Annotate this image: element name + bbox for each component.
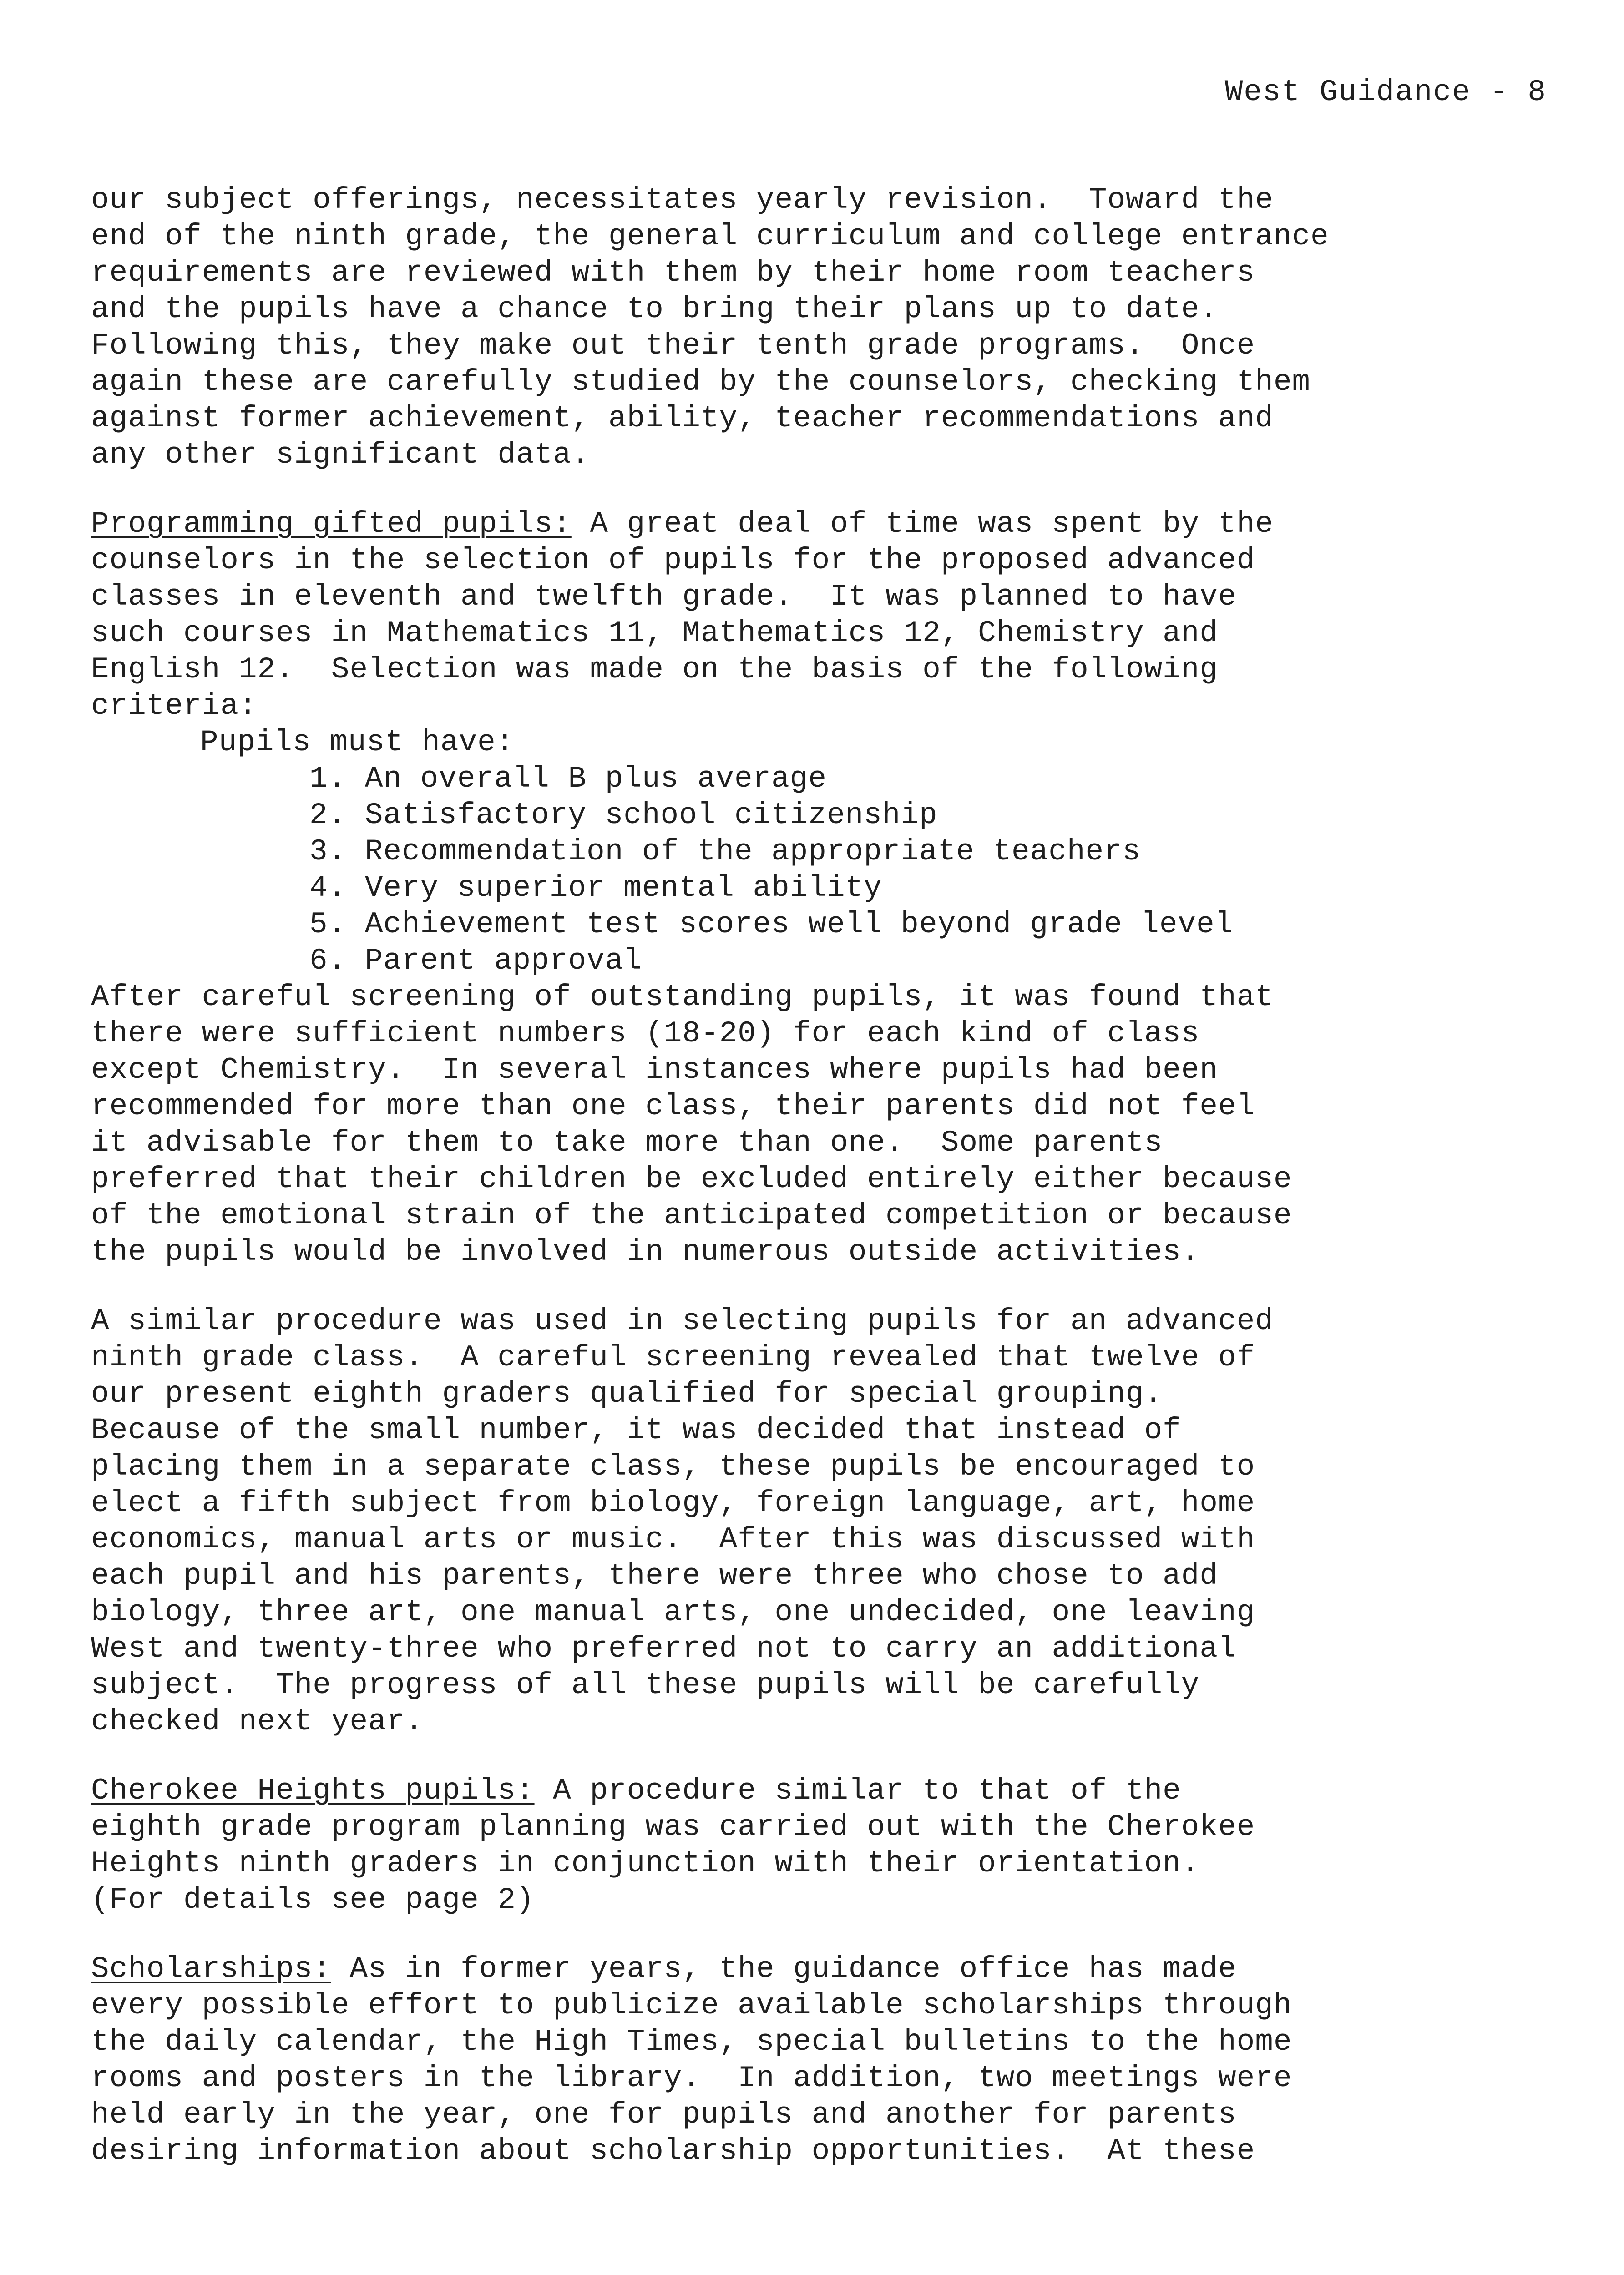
criteria-item: 5. Achievement test scores well beyond grade level xyxy=(309,907,1234,941)
section-heading-scholarships: Scholarships: xyxy=(91,1952,331,1986)
running-head: West Guidance - 8 xyxy=(1224,75,1547,109)
text-line: every possible effort to publicize available scholarships through xyxy=(91,1988,1292,2022)
text-line: such courses in Mathematics 11, Mathematics 12, Chemistry and xyxy=(91,616,1218,650)
text-line: recommended for more than one class, their parents did not feel xyxy=(91,1089,1255,1123)
text-line: and the pupils have a chance to bring their plans up to date. xyxy=(91,292,1218,326)
section-heading-gifted: Programming gifted pupils: xyxy=(91,507,572,541)
text-line: ninth grade class. A careful screening revealed that twelve of xyxy=(91,1340,1255,1375)
text-line: any other significant data. xyxy=(91,438,590,472)
text-line: end of the ninth grade, the general curriculum and college entrance xyxy=(91,219,1329,253)
text-line: checked next year. xyxy=(91,1704,424,1739)
text-line: against former achievement, ability, teacher recommendations and xyxy=(91,401,1274,435)
text-line: biology, three art, one manual arts, one undecided, one leaving xyxy=(91,1595,1255,1629)
text-line: eighth grade program planning was carried out with the Cherokee xyxy=(91,1810,1255,1844)
paragraph-curriculum xyxy=(91,182,1547,473)
text-line: the daily calendar, the High Times, special bulletins to the home xyxy=(91,2025,1292,2059)
text-line: Heights ninth graders in conjunction with their orientation. xyxy=(91,1846,1200,1881)
text-run: A procedure similar to that of the xyxy=(534,1774,1181,1808)
text-line: it advisable for them to take more than one. Some parents xyxy=(91,1126,1163,1160)
text-run: A great deal of time was spent by the xyxy=(571,507,1274,541)
text-line xyxy=(91,506,1547,542)
text-line: preferred that their children be excluded entirely either because xyxy=(91,1162,1292,1196)
text-line: requirements are reviewed with them by their home room teachers xyxy=(91,256,1255,290)
section-cherokee-heights xyxy=(91,1773,1547,1918)
text-line: each pupil and his parents, there were three who chose to add xyxy=(91,1559,1218,1593)
text-line xyxy=(91,1951,1547,1987)
text-line: except Chemistry. In several instances where pupils had been xyxy=(91,1053,1218,1087)
criteria-item: 2. Satisfactory school citizenship xyxy=(309,798,938,832)
text-line: rooms and posters in the library. In addition, two meetings were xyxy=(91,2061,1292,2095)
text-line: A similar procedure was used in selecting pupils for an advanced xyxy=(91,1304,1274,1338)
criteria-item: 3. Recommendation of the appropriate teachers xyxy=(309,834,1141,869)
body-text xyxy=(91,182,1547,2169)
section-gifted-pupils xyxy=(91,506,1547,1270)
text-line: our present eighth graders qualified for special grouping. xyxy=(91,1377,1163,1411)
section-heading-cherokee: Cherokee Heights pupils: xyxy=(91,1774,535,1808)
text-line: elect a fifth subject from biology, foreign language, art, home xyxy=(91,1486,1255,1520)
criteria-item: 4. Very superior mental ability xyxy=(309,871,882,905)
text-line: criteria: xyxy=(91,689,258,723)
criteria-item: 1. An overall B plus average xyxy=(309,762,827,796)
text-line: English 12. Selection was made on the basis of the following xyxy=(91,652,1218,687)
text-line: placing them in a separate class, these pupils be encouraged to xyxy=(91,1450,1255,1484)
text-line: Following this, they make out their tenth grade programs. Once xyxy=(91,329,1255,363)
paragraph-ninth-grade xyxy=(91,1303,1547,1740)
text-line xyxy=(91,1773,1547,1809)
criteria-intro: Pupils must have: xyxy=(200,725,515,759)
text-line: subject. The progress of all these pupils will be carefully xyxy=(91,1668,1200,1702)
text-line: the pupils would be involved in numerous outside activities. xyxy=(91,1235,1200,1269)
text-line: Because of the small number, it was decided that instead of xyxy=(91,1413,1181,1447)
section-scholarships xyxy=(91,1951,1547,2169)
text-line: economics, manual arts or music. After this was discussed with xyxy=(91,1522,1255,1557)
text-run: As in former years, the guidance office has made xyxy=(331,1952,1237,1986)
text-line: counselors in the selection of pupils for the proposed advanced xyxy=(91,543,1255,577)
text-line: classes in eleventh and twelfth grade. It was planned to have xyxy=(91,580,1237,614)
text-line: of the emotional strain of the anticipated competition or because xyxy=(91,1198,1292,1233)
text-line: (For details see page 2) xyxy=(91,1883,535,1917)
text-line: held early in the year, one for pupils and another for parents xyxy=(91,2098,1237,2132)
text-line: there were sufficient numbers (18-20) for each kind of class xyxy=(91,1016,1200,1051)
text-line: After careful screening of outstanding pupils, it was found that xyxy=(91,980,1274,1014)
text-line: West and twenty-three who preferred not to carry an additional xyxy=(91,1632,1237,1666)
text-line: our subject offerings, necessitates yearly revision. Toward the xyxy=(91,183,1274,217)
text-line: desiring information about scholarship opportunities. At these xyxy=(91,2134,1255,2168)
criteria-list xyxy=(91,761,1547,979)
text-line: again these are carefully studied by the counselors, checking them xyxy=(91,365,1311,399)
criteria-item: 6. Parent approval xyxy=(309,944,642,978)
